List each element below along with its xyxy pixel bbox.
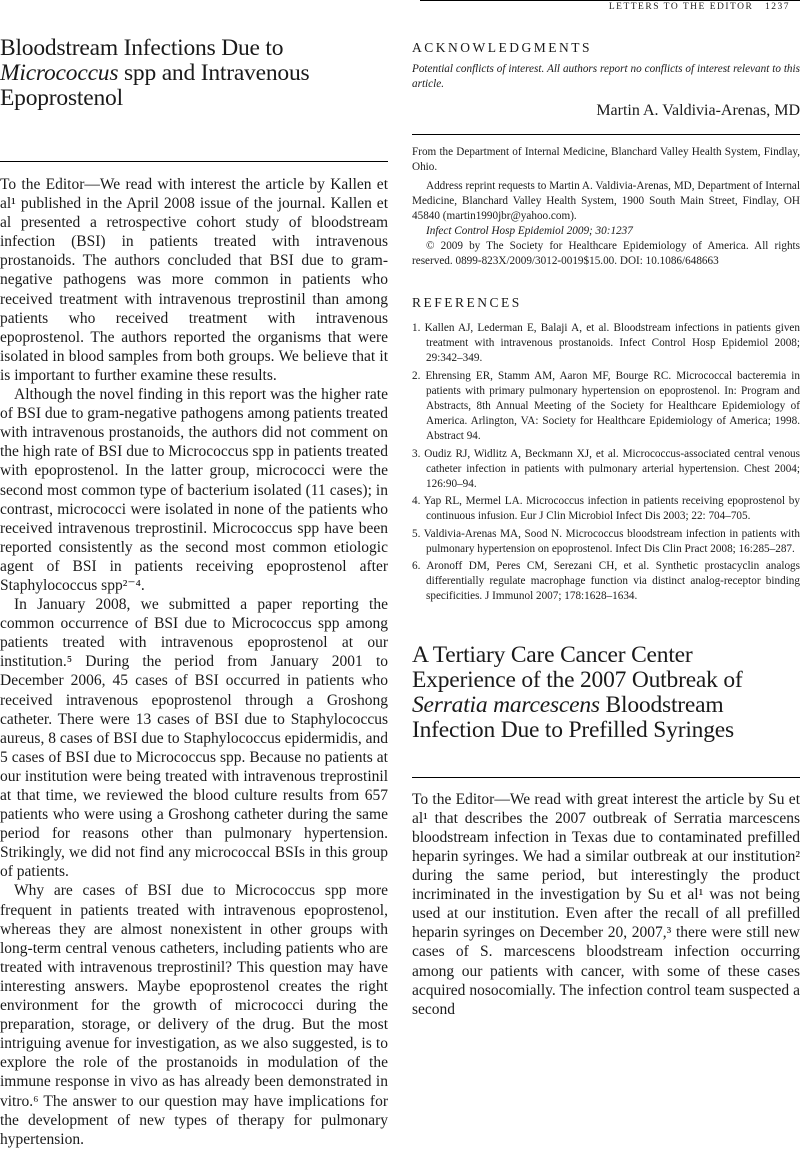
reprint-address: Address reprint requests to Martin A. Valdivia-Arenas, MD, Department of Internal Medicine, Blanchard Valley Health System, 1900 South Main Street, Findlay, OH 45840 (martin1990jbr@yahoo.com). [412,180,800,222]
citation: Infect Control Hosp Epidemiol 2009; 30:1237 [426,225,633,237]
title-rule [0,161,388,162]
reference-item: 4. Yap RL, Mermel LA. Micrococcus infection in patients receiving epoprostenol by continuous infusion. Eur J Clin Microbiol Infect Dis 2003; 22: 704–705. [412,495,800,523]
paragraph: In January 2008, we submitted a paper reporting the common occurrence of BSI due to Micrococcus spp among patients treated with intravenous epoprostenol at our institution.⁵ During the period from January 2001 to December 2006, 45 cases of BSI occurred in patients who received intravenous epoprostenol through a Groshong catheter. There were 13 cases of BSI due to Staphylococcus aureus, 8 cases of BSI due to Staphylococcus epidermidis, and 5 cases of BSI due to Micrococcus spp. Because no patients at our institution were being treated with intravenous treprostinil at that time, we reviewed the blood culture results from 657 patients who were using a Groshong catheter during the same period for reasons other than pulmonary hypertension. Strikingly, we did not find any micrococcal BSIs in this group of patients. [0,596,388,881]
affiliation: From the Department of Internal Medicine, Blanchard Valley Health System, Findlay, Ohio. [412,146,800,173]
references-heading: REFERENCES [412,295,522,310]
paragraph: Why are cases of BSI due to Micrococcus spp more frequent in patients treated with intravenous epoprostenol, whereas they are almost nonexistent in other groups with long-term central venous catheters, including patients who are treated with intravenous treprostinil? This question may have interesting answers. Maybe epoprostenol creates the right environment for the growth of micrococci during the preparation, storage, or delivery of the drug. But the most intriguing avenue for investigation, as we also suggested, is to explore the role of the prostanoids in modulation of the immune response in vivo as has already been demonstrated in vitro.⁶ The answer to our question may have implications for the development of new types of therapy for pulmonary hypertension. [0,882,388,1148]
ack-heading: ACKNOWLEDGMENTS [412,40,592,55]
author-signature: Martin A. Valdivia-Arenas, MD [596,102,800,119]
letter2-title-rule [412,777,800,778]
paragraph: To the Editor—We read with interest the article by Kallen et al¹ published in the April 2008 issue of the journal. Kallen et al presented a retrospective cohort study of bloodstream infection (BSI) in patients treated with intravenous prostanoids. The authors concluded that BSI due to gram-negative pathogens was more common in patients who received treatment with intravenous treprostinil than among patients who received treatment with intravenous epoprostenol. The authors reported the organisms that were isolated in blood samples from both groups. We believe that it is important to further examine these results. [0,176,388,384]
reference-item: 5. Valdivia-Arenas MA, Sood N. Micrococcus bloodstream infection in patients with pulmonary hypertension on epoprostenol. Infect Dis Clin Pract 2008; 16:285–287. [412,527,800,555]
left-column [0,36,388,1149]
reference-item: 6. Aronoff DM, Peres CM, Serezani CH, et al. Synthetic prostacyclin analogs differentially regulate macrophage function via distinct analog-receptor binding specificities. J Immunol 2007; 178:1628–1634. [412,560,800,603]
header-rule [420,0,800,1]
copyright: © 2009 by The Society for Healthcare Epidemiology of America. All rights reserved. 0899-823X/2009/3012-0019$15.00. DOI: 10.1086/648663 [412,240,800,267]
reference-item: 2. Ehrensing ER, Stamm AM, Aaron MF, Bourge RC. Micrococcal bacteremia in patients with primary pulmonary hypertension on epoprostenol. In: Program and Abstracts, 8th Annual Meeting of the Society for Healthcare Epidemiology of America. Arlington, VA: Society for Healthcare Epidemiology of America; 1998. Abstract 94. [412,369,800,443]
letter1-title: Bloodstream Infections Due to Micrococcus spp and Intravenous Epoprostenol [0,35,310,111]
letter1-body [0,175,388,1149]
paragraph: Although the novel finding in this report was the higher rate of BSI due to gram-negative pathogens among patients treated with intravenous prostanoids, the authors did not comment on the high rate of BSI due to Micrococcus spp in patients treated with epoprostenol. In the latter group, micrococci were the second most common type of bacterium isolated (11 cases); in contrast, micrococci were isolated in none of the patients who received intravenous treprostinil. Micrococcus spp have been reported consistently as the second most common etiologic agent of BSI in patients receiving epoprostenol after Staphylococcus spp²⁻⁴. [0,386,388,594]
reference-list [412,321,800,605]
reference-item: 3. Oudiz RJ, Widlitz A, Beckmann XJ, et al. Micrococcus-associated central venous catheter infection in patients with pulmonary arterial hypertension. Chest 2004; 126:90–94. [412,447,800,491]
ack-text: Potential conflicts of interest. All authors report no conflicts of interest relevant to this article. [412,63,800,90]
reference-item: 1. Kallen AJ, Lederman E, Balaji A, et al. Bloodstream infections in patients given treatment with intravenous prostanoids. Infect Control Hosp Epidemiol 2008; 29:342–349. [412,322,800,365]
signature-rule [412,134,800,135]
paragraph: To the Editor—We read with great interest the article by Su et al¹ that describes the 2007 outbreak of Serratia marcescens bloodstream infection in Texas due to contaminated prefilled heparin syringes. We had a similar outbreak at our institution² during the same period, but interestingly the product incriminated in the investigation by Su et al¹ was not being used at our institution. Even after the recall of all prefilled heparin syringes on December 20, 2007,³ there were still new cases of S. marcescens bloodstream infection occurring among our patients with cancer, with some of these cases acquired nosocomially. The infection control team suspected a second [412,790,800,1018]
right-column [412,40,800,1019]
letter2-body [412,790,800,1019]
running-header [609,0,790,12]
page-number: 1237 [765,2,790,12]
running-head: LETTERS TO THE EDITOR [608,2,754,12]
letter2-title: A Tertiary Care Cancer Center Experience of the 2007 Outbreak of Serratia marcescens Bloodstream Infection Due to Prefilled Syringes [412,641,743,743]
